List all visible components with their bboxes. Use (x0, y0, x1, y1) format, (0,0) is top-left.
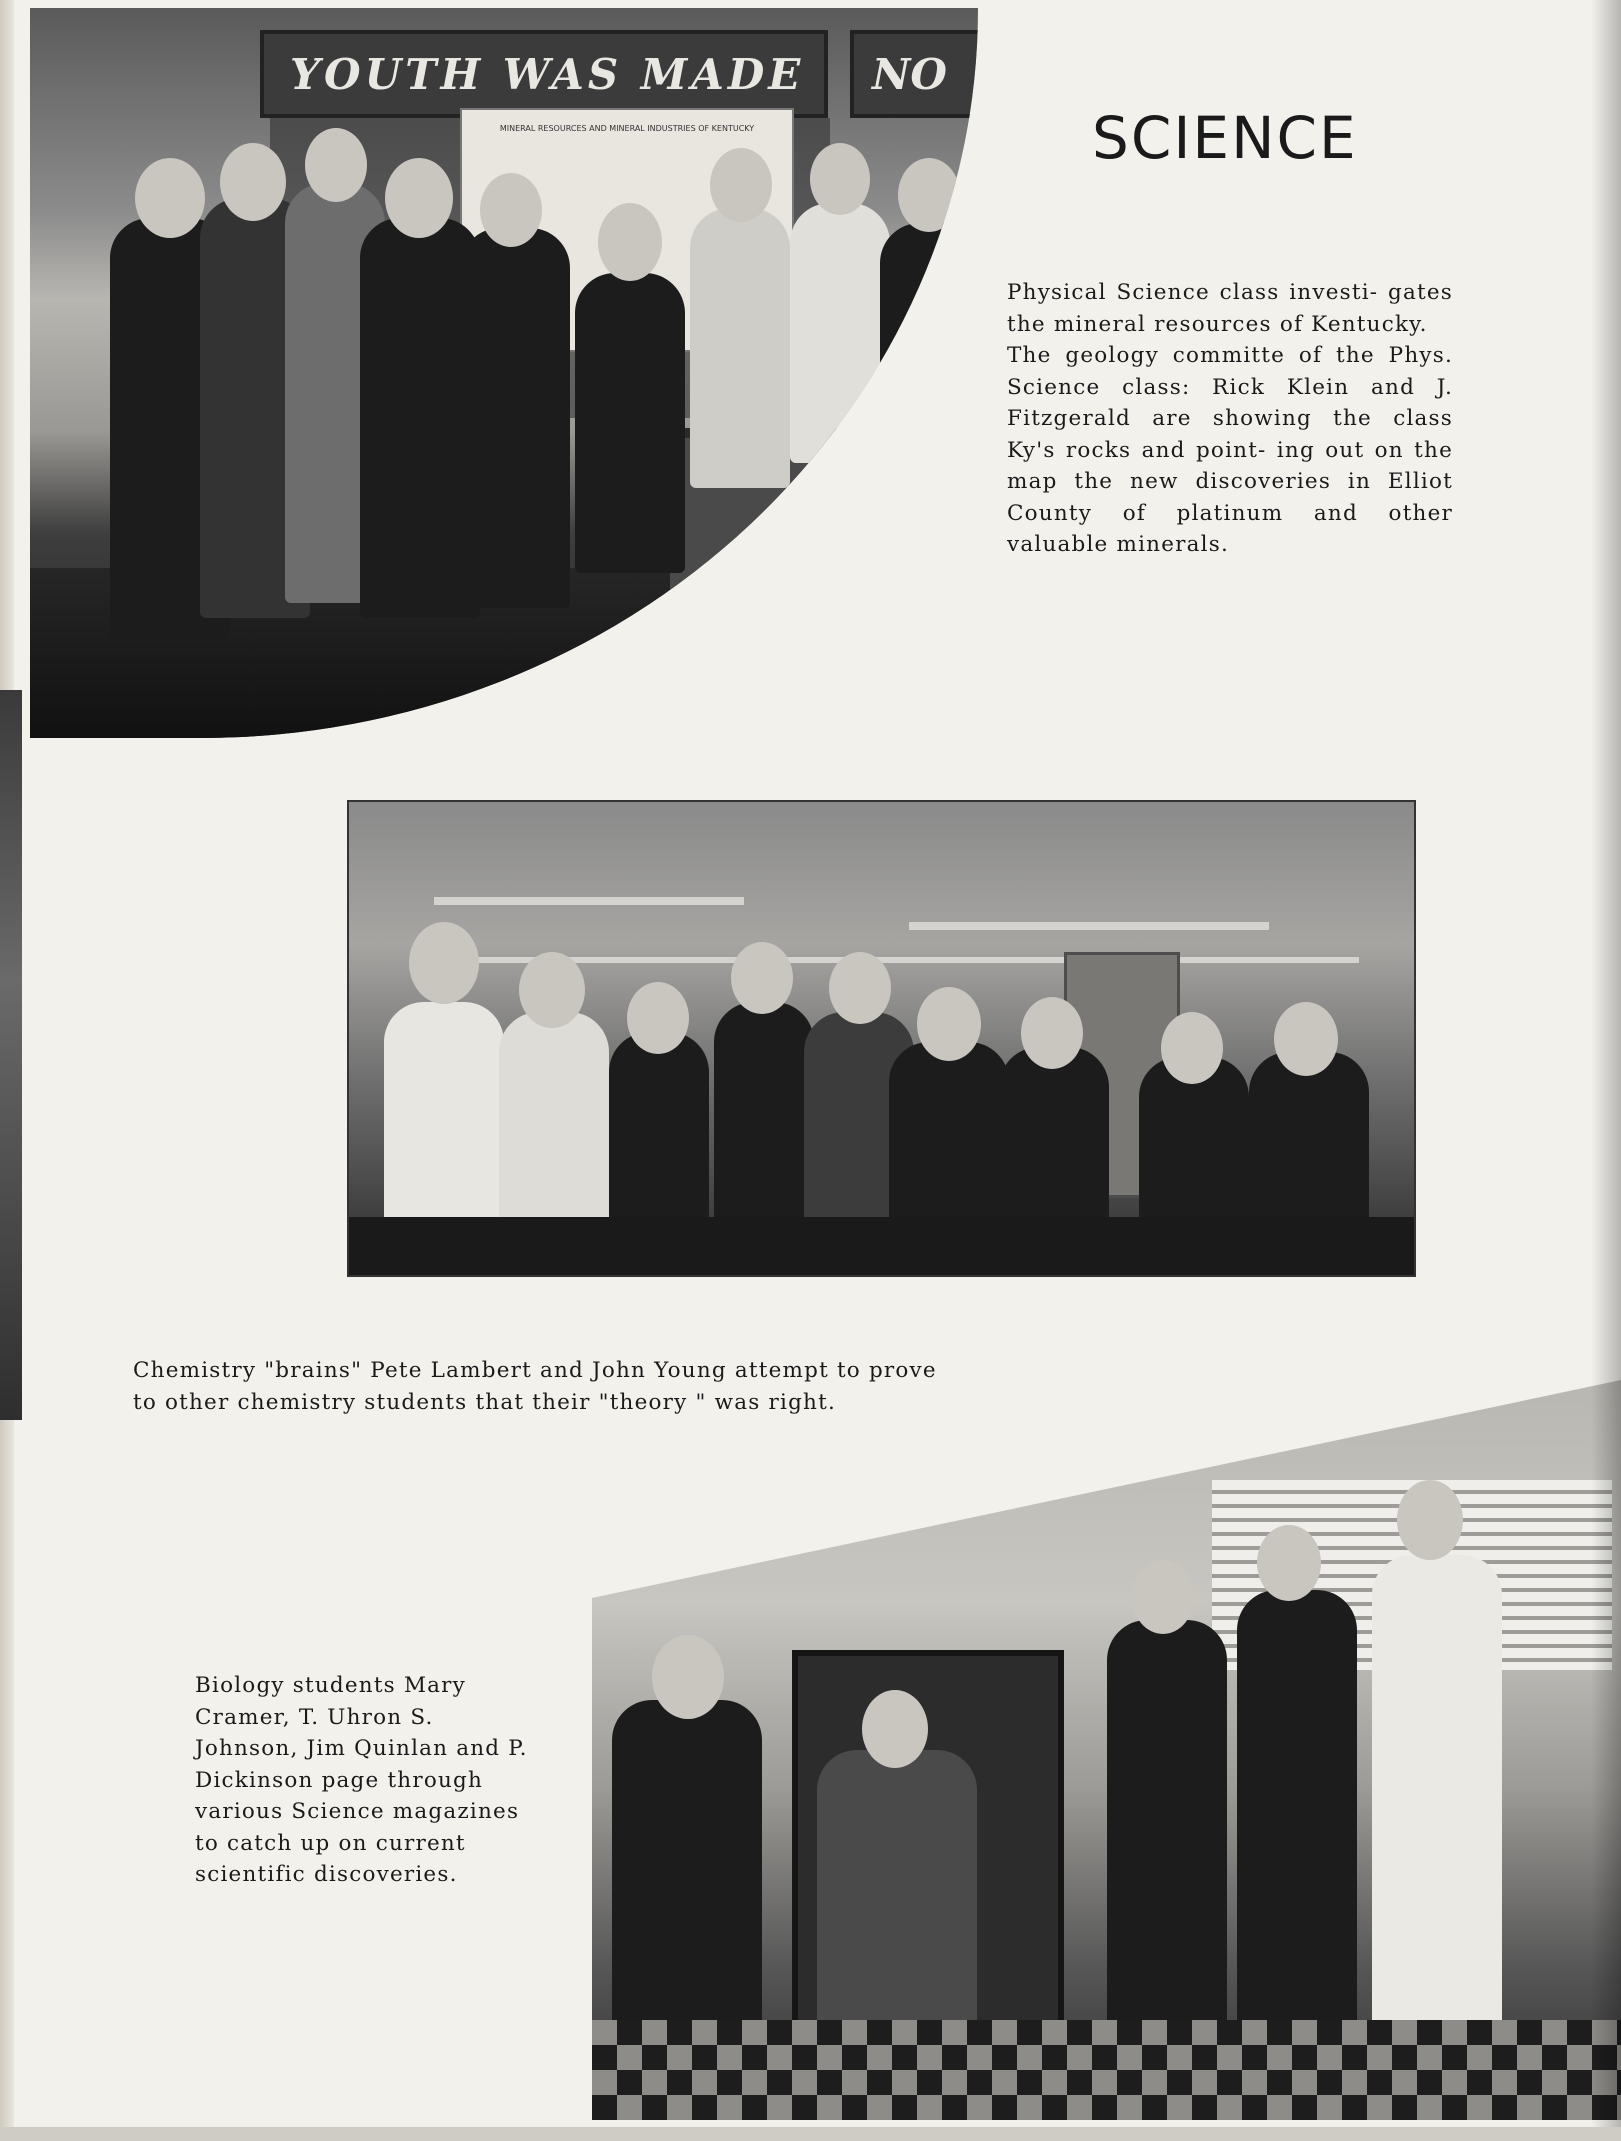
student-head (598, 203, 662, 281)
student-head (627, 982, 689, 1054)
student-head (409, 922, 479, 1004)
page-edge-shadow (1591, 0, 1621, 2141)
student-figure (1249, 1052, 1369, 1232)
student-head (1274, 1002, 1338, 1076)
student-figure (817, 1750, 977, 2050)
caption-paragraph: The geology committe of the Phys. Science class: Rick Klein and J. Fitzgerald are showing the class Ky's rocks and point- ing out on the map the new discoveries in Elliot County of platinum and other valuable minerals. (1007, 343, 1453, 557)
student-head (519, 952, 585, 1028)
student-head (898, 158, 960, 232)
student-head (1397, 1480, 1463, 1560)
student-head (220, 143, 286, 221)
student-figure (1372, 1555, 1502, 2035)
student-figure (499, 1012, 609, 1232)
biology-caption: Biology students Mary Cramer, T. Uhron S. Johnson, Jim Quinlan and P. Dickinson page through various Science magazines to catch up on current scientific discoveries. (195, 1673, 528, 1887)
student-figure (880, 223, 978, 463)
student-head (305, 128, 367, 202)
student-figure (575, 273, 685, 573)
lab-bench (349, 1217, 1414, 1275)
student-figure (1107, 1620, 1227, 2040)
motto-banner-2-text: NO (872, 49, 947, 99)
checkered-floor (592, 2020, 1621, 2120)
student-figure (790, 203, 890, 463)
physical-science-caption (1007, 277, 1453, 561)
chemistry-photo (347, 800, 1416, 1277)
student-figure (690, 208, 790, 488)
map-title: MINERAL RESOURCES AND MINERAL INDUSTRIES OF KENTUCKY (499, 124, 755, 133)
physical-science-photo (30, 8, 978, 738)
student-head (385, 158, 453, 238)
student-head (1257, 1525, 1321, 1601)
page-title: SCIENCE (1092, 104, 1358, 172)
student-head (810, 143, 870, 215)
student-figure (609, 1032, 709, 1232)
student-head (1021, 997, 1083, 1069)
student-head (1132, 1560, 1194, 1634)
student-figure (1237, 1590, 1357, 2040)
student-head (862, 1690, 928, 1768)
student-head (652, 1635, 724, 1719)
student-figure (460, 228, 570, 608)
biology-photo (592, 1380, 1621, 2120)
student-figure (714, 1002, 814, 1232)
motto-banner (260, 30, 828, 118)
binding-shadow (0, 690, 22, 1420)
student-head (731, 942, 793, 1014)
student-head (1161, 1012, 1223, 1084)
caption-paragraph: Physical Science class investi- gates the mineral resources of Kentucky. (1007, 280, 1453, 337)
lab-rod (909, 922, 1269, 930)
lab-rod (459, 957, 1359, 963)
student-figure (999, 1047, 1109, 1232)
student-head (480, 173, 542, 247)
motto-banner-2 (850, 30, 978, 118)
chemistry-caption: Chemistry "brains" Pete Lambert and John Young attempt to prove to other chemistry students that their "theory " was right. (133, 1358, 937, 1415)
student-head (710, 148, 772, 222)
student-head (135, 158, 205, 238)
student-figure (612, 1700, 762, 2030)
student-figure (384, 1002, 504, 1232)
motto-banner-text: YOUTH WAS MADE (290, 49, 805, 99)
page-bottom-edge (0, 2127, 1621, 2141)
student-head (917, 987, 981, 1061)
student-head (829, 952, 891, 1024)
lab-rod (434, 897, 744, 905)
student-figure (889, 1042, 1009, 1232)
